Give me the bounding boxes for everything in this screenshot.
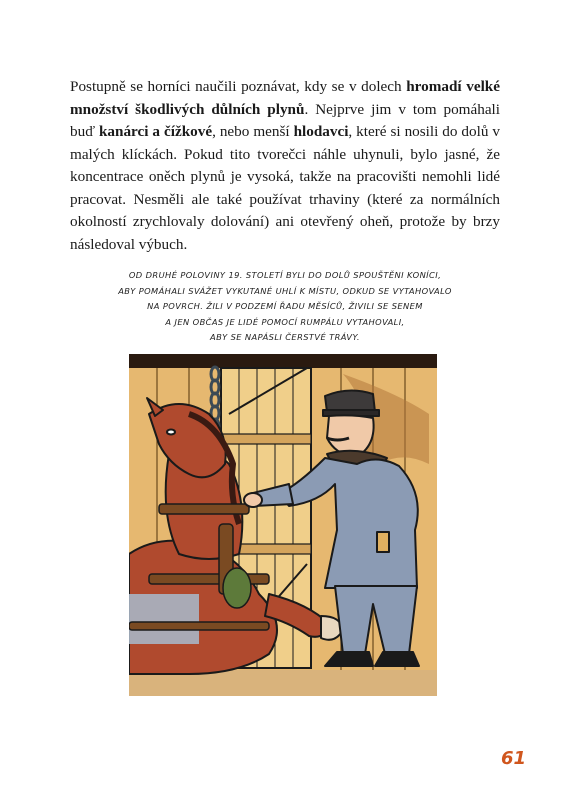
page-number: 61 — [500, 748, 526, 769]
caption-line: A JEN OBČAS JE LIDÉ POMOCÍ RUMPÁLU VYTAHOVALI, — [165, 316, 405, 327]
bold-phrase-rodents: hlodavci — [293, 123, 349, 140]
miner-cap — [325, 390, 375, 412]
bold-phrase-gases: hromadí velké množství škodlivých důlních plynů — [70, 78, 500, 118]
miner-hand — [244, 493, 262, 507]
caption-line: ABY POMÁHALI SVÁŽET VYKUTANÉ UHLÍ K MÍSTU, ODKUD SE VYTAHOVALO — [118, 285, 452, 296]
text-segment: , které si nosili do dolů v malých klíckách. Pokud tito tvorečci náhle uhynuli, bylo jasné, že koncentrace oněch plynů je vysoká, takže na pracovišti nemohli lidé pracovat. Nesměli ale také používat trhaviny (které za normálních okolností zrychlovaly dolování) ani otevřený oheň, protože by brzy následoval výbuch. — [70, 123, 500, 253]
miner-boot-right — [375, 652, 419, 666]
caption-line: ABY SE NAPÁSLI ČERSTVÉ TRÁVY. — [210, 332, 360, 343]
caption-line: OD DRUHÉ POLOVINY 19. STOLETÍ BYLI DO DOLŮ SPOUŠTĚNI KONÍCI, — [128, 270, 442, 280]
text-segment: , nebo menší — [212, 123, 294, 140]
illustration-caption — [95, 268, 475, 346]
horse-and-miner-illustration — [129, 354, 437, 696]
horse-belly — [129, 594, 199, 644]
body-paragraph — [70, 76, 500, 256]
wall-shadow — [129, 354, 437, 368]
bold-phrase-birds: kanárci a čížkové — [98, 123, 213, 140]
text-segment: . Nejprve jim v tom pomáhali buď — [70, 100, 500, 140]
caption-line: NA POVRCH. ŽILI V PODZEMÍ ŘADU MĚSÍCŮ, ŽIVILI SE SENEM — [147, 301, 423, 312]
horse-eye — [167, 430, 175, 435]
text-segment: Postupně se horníci naučili poznávat, kdy se v dolech — [70, 78, 407, 95]
